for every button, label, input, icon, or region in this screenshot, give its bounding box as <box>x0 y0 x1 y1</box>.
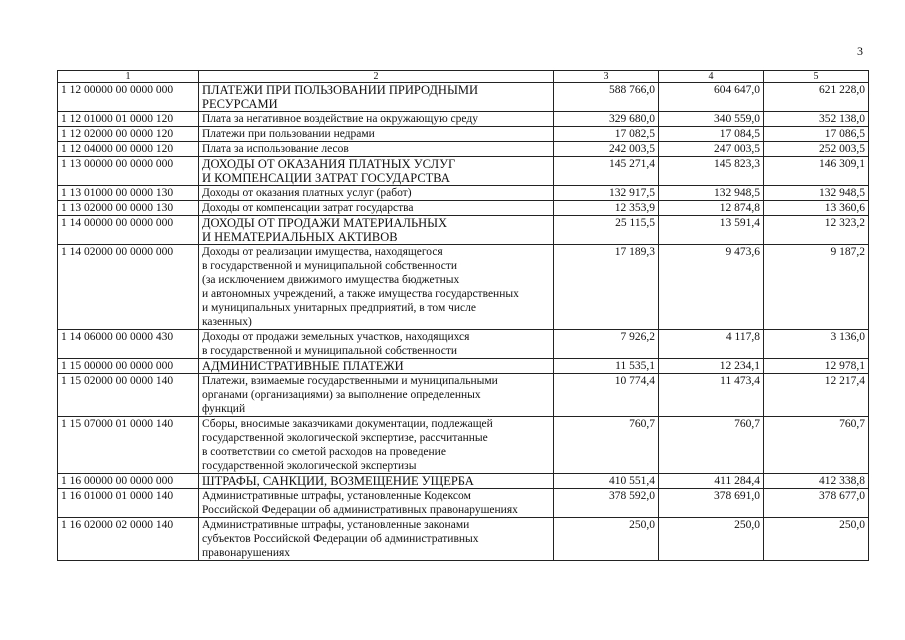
value-col4-cell: 132 948,5 <box>659 186 764 201</box>
budget-code-cell: 1 13 01000 00 0000 130 <box>58 186 199 201</box>
value-col5-cell: 13 360,6 <box>764 201 869 216</box>
table-row <box>58 157 869 186</box>
revenue-name-cell: Сборы, вносимые заказчиками документации, подлежащей государственной экологической экспертизе, рассчитанные в соответствии со сметой расходов на проведение государственной экологической экспертизы <box>199 417 554 474</box>
revenue-name-cell: Доходы от продажи земельных участков, находящихся в государственной и муниципальной собственности <box>199 330 554 359</box>
value-col3-cell: 17 082,5 <box>554 127 659 142</box>
revenue-name-cell: Платежи, взимаемые государственными и муниципальными органами (организациями) за выполнение определенных функций <box>199 374 554 417</box>
column-number-header: 4 <box>659 71 764 83</box>
budget-code-cell: 1 12 04000 00 0000 120 <box>58 142 199 157</box>
value-col4-cell: 17 084,5 <box>659 127 764 142</box>
revenue-name-cell: Административные штрафы, установленные законами субъектов Российской Федерации об административных правонарушениях <box>199 518 554 561</box>
table-row <box>58 201 869 216</box>
table-row <box>58 330 869 359</box>
revenue-name-cell: ШТРАФЫ, САНКЦИИ, ВОЗМЕЩЕНИЕ УЩЕРБА <box>199 474 554 489</box>
budget-code-cell: 1 12 00000 00 0000 000 <box>58 83 199 112</box>
value-col5-cell: 760,7 <box>764 417 869 474</box>
revenue-name-cell: Плата за использование лесов <box>199 142 554 157</box>
value-col5-cell: 412 338,8 <box>764 474 869 489</box>
value-col3-cell: 329 680,0 <box>554 112 659 127</box>
table-row <box>58 474 869 489</box>
value-col4-cell: 12 874,8 <box>659 201 764 216</box>
value-col4-cell: 11 473,4 <box>659 374 764 417</box>
budget-code-cell: 1 16 00000 00 0000 000 <box>58 474 199 489</box>
table-row <box>58 417 869 474</box>
budget-code-cell: 1 14 00000 00 0000 000 <box>58 216 199 245</box>
revenue-name-cell: Плата за негативное воздействие на окружающую среду <box>199 112 554 127</box>
table-body <box>58 71 869 561</box>
column-number-header: 5 <box>764 71 869 83</box>
table-row <box>58 127 869 142</box>
revenue-table <box>57 70 869 561</box>
revenue-name-cell: ДОХОДЫ ОТ ПРОДАЖИ МАТЕРИАЛЬНЫХ И НЕМАТЕРИАЛЬНЫХ АКТИВОВ <box>199 216 554 245</box>
table-row <box>58 142 869 157</box>
value-col4-cell: 760,7 <box>659 417 764 474</box>
value-col4-cell: 411 284,4 <box>659 474 764 489</box>
column-number-row <box>58 71 869 83</box>
budget-code-cell: 1 13 02000 00 0000 130 <box>58 201 199 216</box>
table-row <box>58 83 869 112</box>
revenue-name-cell: ПЛАТЕЖИ ПРИ ПОЛЬЗОВАНИИ ПРИРОДНЫМИ РЕСУРСАМИ <box>199 83 554 112</box>
value-col3-cell: 760,7 <box>554 417 659 474</box>
value-col3-cell: 7 926,2 <box>554 330 659 359</box>
value-col4-cell: 145 823,3 <box>659 157 764 186</box>
value-col4-cell: 9 473,6 <box>659 245 764 330</box>
value-col5-cell: 146 309,1 <box>764 157 869 186</box>
value-col5-cell: 378 677,0 <box>764 489 869 518</box>
page-number: 3 <box>857 44 863 58</box>
revenue-name-cell: Доходы от реализации имущества, находящегося в государственной и муниципальной собственности (за исключением движимого имущества бюджетных и автономных учреждений, а также имущества государственных и муниципальных унитарных предприятий, в том числе казенных) <box>199 245 554 330</box>
table-row <box>58 489 869 518</box>
table-row <box>58 359 869 374</box>
value-col3-cell: 12 353,9 <box>554 201 659 216</box>
value-col5-cell: 3 136,0 <box>764 330 869 359</box>
value-col5-cell: 132 948,5 <box>764 186 869 201</box>
value-col5-cell: 621 228,0 <box>764 83 869 112</box>
budget-code-cell: 1 16 02000 02 0000 140 <box>58 518 199 561</box>
value-col4-cell: 604 647,0 <box>659 83 764 112</box>
revenue-name-cell: Платежи при пользовании недрами <box>199 127 554 142</box>
value-col5-cell: 12 323,2 <box>764 216 869 245</box>
table-row <box>58 112 869 127</box>
value-col5-cell: 17 086,5 <box>764 127 869 142</box>
budget-code-cell: 1 14 06000 00 0000 430 <box>58 330 199 359</box>
value-col3-cell: 10 774,4 <box>554 374 659 417</box>
column-number-header: 3 <box>554 71 659 83</box>
revenue-name-cell: Доходы от компенсации затрат государства <box>199 201 554 216</box>
value-col3-cell: 17 189,3 <box>554 245 659 330</box>
value-col5-cell: 250,0 <box>764 518 869 561</box>
value-col5-cell: 12 978,1 <box>764 359 869 374</box>
column-number-header: 1 <box>58 71 199 83</box>
value-col3-cell: 132 917,5 <box>554 186 659 201</box>
budget-code-cell: 1 16 01000 01 0000 140 <box>58 489 199 518</box>
value-col3-cell: 250,0 <box>554 518 659 561</box>
value-col3-cell: 145 271,4 <box>554 157 659 186</box>
value-col3-cell: 25 115,5 <box>554 216 659 245</box>
revenue-name-cell: Административные штрафы, установленные Кодексом Российской Федерации об административных правонарушениях <box>199 489 554 518</box>
revenue-name-cell: ДОХОДЫ ОТ ОКАЗАНИЯ ПЛАТНЫХ УСЛУГ И КОМПЕНСАЦИИ ЗАТРАТ ГОСУДАРСТВА <box>199 157 554 186</box>
table-row <box>58 518 869 561</box>
budget-code-cell: 1 15 00000 00 0000 000 <box>58 359 199 374</box>
budget-code-cell: 1 13 00000 00 0000 000 <box>58 157 199 186</box>
value-col3-cell: 410 551,4 <box>554 474 659 489</box>
budget-code-cell: 1 12 01000 01 0000 120 <box>58 112 199 127</box>
value-col3-cell: 378 592,0 <box>554 489 659 518</box>
table-row <box>58 186 869 201</box>
budget-code-cell: 1 12 02000 00 0000 120 <box>58 127 199 142</box>
value-col4-cell: 4 117,8 <box>659 330 764 359</box>
column-number-header: 2 <box>199 71 554 83</box>
value-col4-cell: 13 591,4 <box>659 216 764 245</box>
table-row <box>58 216 869 245</box>
value-col4-cell: 340 559,0 <box>659 112 764 127</box>
value-col5-cell: 12 217,4 <box>764 374 869 417</box>
value-col3-cell: 11 535,1 <box>554 359 659 374</box>
revenue-name-cell: Доходы от оказания платных услуг (работ) <box>199 186 554 201</box>
budget-code-cell: 1 14 02000 00 0000 000 <box>58 245 199 330</box>
value-col4-cell: 247 003,5 <box>659 142 764 157</box>
budget-code-cell: 1 15 02000 00 0000 140 <box>58 374 199 417</box>
value-col5-cell: 9 187,2 <box>764 245 869 330</box>
value-col5-cell: 252 003,5 <box>764 142 869 157</box>
table-row <box>58 245 869 330</box>
value-col4-cell: 250,0 <box>659 518 764 561</box>
value-col4-cell: 378 691,0 <box>659 489 764 518</box>
revenue-name-cell: АДМИНИСТРАТИВНЫЕ ПЛАТЕЖИ <box>199 359 554 374</box>
value-col3-cell: 588 766,0 <box>554 83 659 112</box>
table-row <box>58 374 869 417</box>
value-col3-cell: 242 003,5 <box>554 142 659 157</box>
value-col5-cell: 352 138,0 <box>764 112 869 127</box>
budget-code-cell: 1 15 07000 01 0000 140 <box>58 417 199 474</box>
value-col4-cell: 12 234,1 <box>659 359 764 374</box>
